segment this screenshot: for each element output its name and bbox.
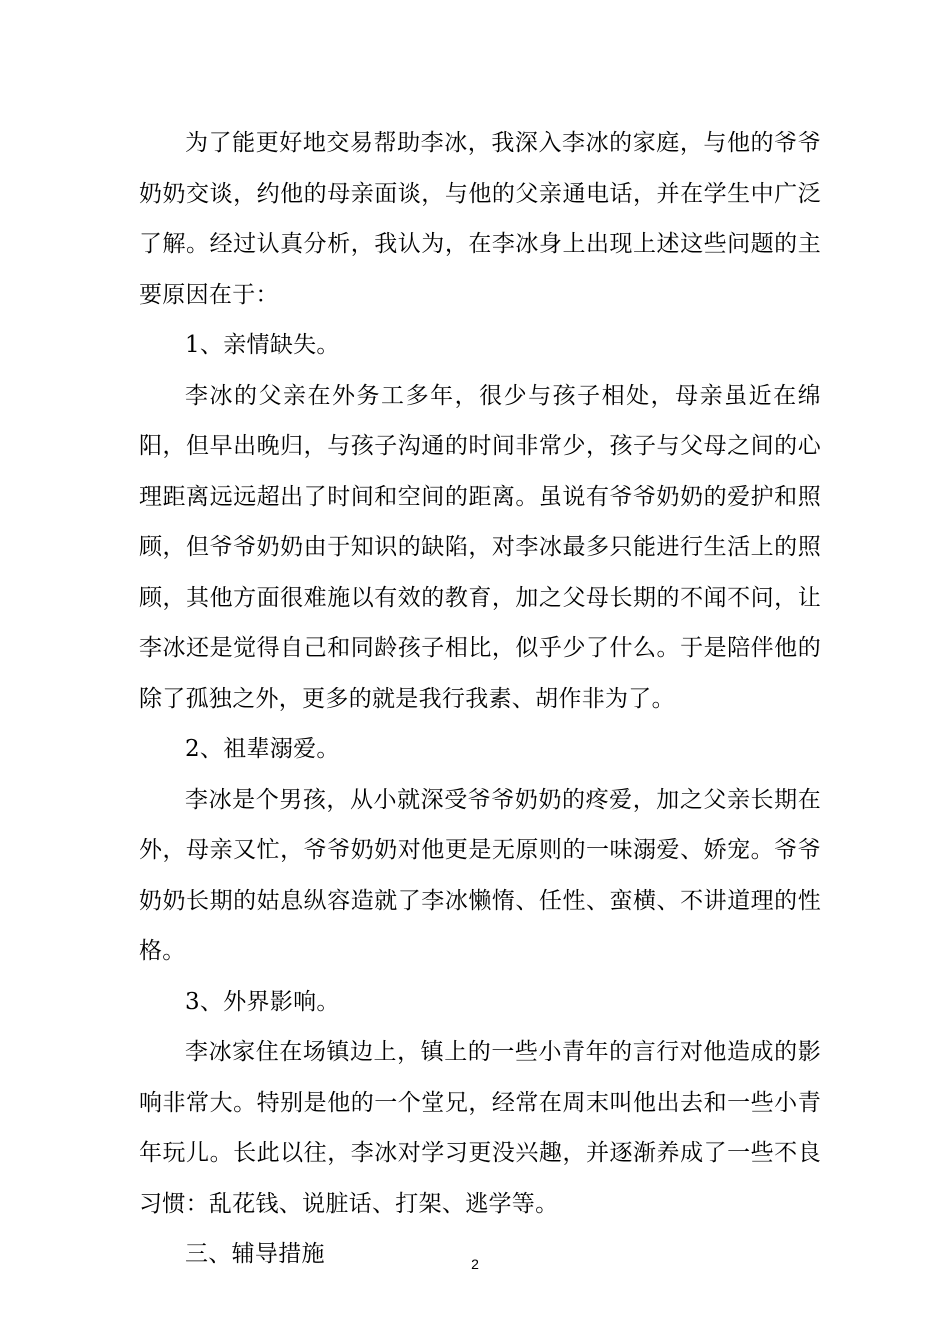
paragraph-grandparents-doting: 李冰是个男孩，从小就深受爷爷奶奶的疼爱，加之父亲长期在外，母亲又忙，爷爷奶奶对他更是无原则的一味溺爱、娇宠。爷爷奶奶长期的姑息纵容造就了李冰懒惰、任性、蛮横、不讲道理的性格。 bbox=[139, 786, 821, 964]
heading-grandparents-doting: 2、祖辈溺爱。 bbox=[185, 736, 340, 762]
paragraph-lack-of-family-affection: 李冰的父亲在外务工多年，很少与孩子相处，母亲虽近在绵阳，但早出晚归，与孩子沟通的时间非常少，孩子与父母之间的心理距离远远超出了时间和空间的距离。虽说有爷爷奶奶的爱护和照顾，但爷爷奶奶由于知识的缺陷，对李冰最多只能进行生活上的照顾，其他方面很难施以有效的教育，加之父母长期的不闻不问，让李冰还是觉得自己和同龄孩子相比，似乎少了什么。于是陪伴他的除了孤独之外，更多的就是我行我素、胡作非为了。 bbox=[139, 382, 821, 712]
document-body bbox=[139, 118, 821, 1280]
paragraph-family-investigation: 为了能更好地交易帮助李冰，我深入李冰的家庭，与他的爷爷奶奶交谈，约他的母亲面谈，与他的父亲通电话，并在学生中广泛了解。经过认真分析，我认为，在李冰身上出现上述这些问题的主要原因在于： bbox=[139, 130, 821, 308]
paragraph-external-influence: 李冰家住在场镇边上，镇上的一些小青年的言行对他造成的影响非常大。特别是他的一个堂兄，经常在周末叫他出去和一些小青年玩儿。长此以往，李冰对学习更没兴趣，并逐渐养成了一些不良习惯：乱花钱、说脏话、打架、逃学等。 bbox=[139, 1039, 821, 1217]
heading-lack-of-family-affection: 1、亲情缺失。 bbox=[185, 332, 340, 358]
heading-external-influence: 3、外界影响。 bbox=[185, 988, 340, 1015]
section-heading-counseling-measures: 三、辅导措施 bbox=[185, 1241, 325, 1267]
page-number: 2 bbox=[471, 1256, 479, 1272]
